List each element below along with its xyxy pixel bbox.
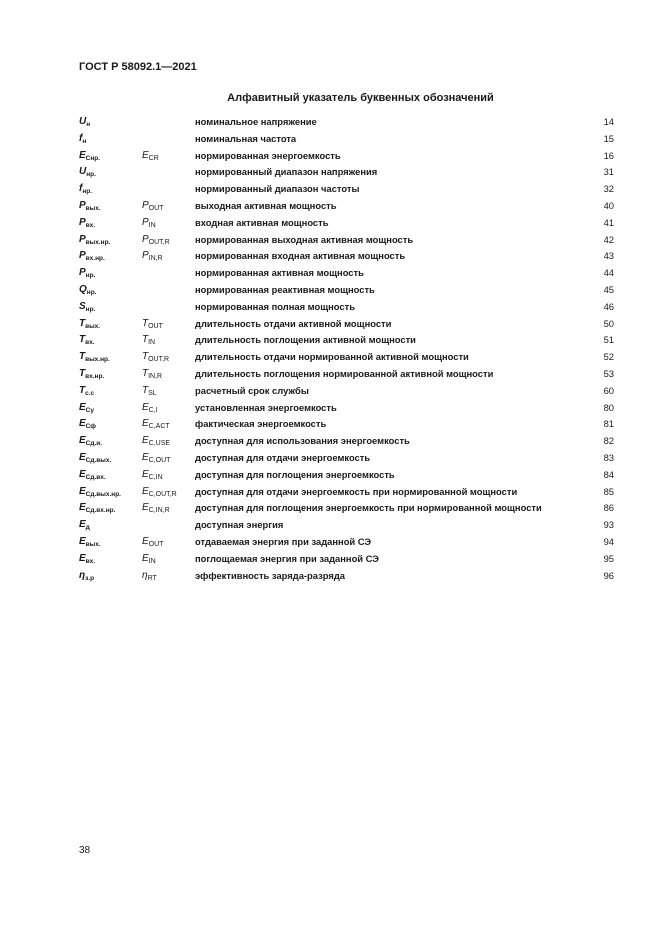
- description: нормированная активная мощность: [195, 267, 364, 279]
- symbol: $U_н$: [79, 116, 91, 128]
- index-entry: [79, 568, 614, 585]
- symbol: $P_{вых.нр.}$: [79, 233, 111, 246]
- symbol-index: [79, 114, 614, 584]
- description: входная активная мощность: [195, 216, 329, 228]
- alt-symbol: $E_{OUT}$: [142, 535, 164, 548]
- index-entry: [79, 282, 614, 299]
- symbol: $T_{вых.нр.}$: [79, 351, 110, 364]
- description: доступная для использования энергоемкость: [195, 435, 410, 447]
- page-ref: 80: [603, 401, 614, 413]
- page-ref: 94: [603, 535, 614, 547]
- description: номинальное напряжение: [195, 116, 317, 127]
- description: расчетный срок службы: [195, 384, 309, 396]
- index-entry: [79, 349, 614, 366]
- description: нормированная выходная активная мощность: [195, 233, 414, 245]
- alt-symbol: $P_{OUT}$: [142, 199, 164, 212]
- description: фактическая энергоемкость: [195, 418, 327, 430]
- index-entry: [79, 416, 614, 433]
- index-title: Алфавитный указатель буквенных обозначений: [227, 92, 494, 104]
- alt-symbol: $P_{OUT,R}$: [142, 233, 170, 246]
- index-entry: [79, 484, 614, 501]
- alt-symbol: $E_{C,IN}$: [142, 468, 163, 481]
- page-ref: 15: [603, 132, 614, 144]
- description: нормированный диапазон напряжения: [195, 166, 378, 178]
- page-ref: 52: [603, 351, 614, 363]
- symbol: $E_{Сд.вх.нр.}$: [79, 502, 116, 515]
- alt-symbol: $E_{IN}$: [142, 552, 156, 565]
- description: отдаваемая энергия при заданной СЭ: [195, 535, 372, 547]
- symbol: $f_{нр.}$: [79, 183, 93, 196]
- alt-symbol: $E_{CR}$: [142, 149, 159, 162]
- symbol: $E_{Сд.вх.}$: [79, 468, 106, 481]
- index-entry: [79, 400, 614, 417]
- description: доступная для отдачи энергоемкость: [195, 451, 371, 463]
- page-ref: 93: [603, 519, 614, 531]
- index-entry: [79, 232, 614, 249]
- alt-symbol: $E_{C,OUT}$: [142, 451, 171, 464]
- symbol: $E_{вх.}$: [79, 552, 96, 565]
- page-ref: 16: [603, 149, 614, 161]
- page-ref: 46: [603, 300, 614, 312]
- index-entry: [79, 450, 614, 467]
- index-entry: [79, 366, 614, 383]
- alt-symbol: $T_{OUT,R}$: [142, 351, 170, 364]
- alt-symbol: $E_{C,I}$: [142, 401, 158, 414]
- symbol: $E_{Су}$: [79, 401, 94, 414]
- description: нормированный диапазон частоты: [195, 183, 360, 195]
- symbol: $Q_{нр.}$: [79, 283, 97, 296]
- index-entry: [79, 131, 614, 148]
- page-ref: 81: [603, 418, 614, 430]
- symbol: $P_{вх.}$: [79, 216, 96, 229]
- index-entry: [79, 551, 614, 568]
- description: нормированная входная активная мощность: [195, 250, 406, 262]
- index-entry: [79, 534, 614, 551]
- alt-symbol: $T_{SL}$: [142, 384, 157, 397]
- description: длительность отдачи активной мощности: [195, 317, 392, 329]
- description: номинальная частота: [195, 132, 297, 144]
- page-ref: 14: [603, 116, 614, 127]
- page-ref: 50: [603, 317, 614, 329]
- index-entry: [79, 181, 614, 198]
- symbol: $T_{вх.нр.}$: [79, 367, 105, 380]
- page-ref: 45: [603, 283, 614, 295]
- description: выходная активная мощность: [195, 199, 337, 211]
- symbol: $E_{Снр.}$: [79, 149, 101, 162]
- symbol: $E_{вых.}$: [79, 535, 101, 548]
- symbol: $P_{вх.нр.}$: [79, 250, 105, 263]
- index-entry: [79, 316, 614, 333]
- symbol: $f_н$: [79, 132, 87, 145]
- page-ref: 86: [603, 502, 614, 514]
- alt-symbol: $E_{C,IN,R}$: [142, 502, 170, 515]
- page-ref: 84: [603, 468, 614, 480]
- page-ref: 44: [603, 267, 614, 279]
- alt-symbol: $T_{IN}$: [142, 334, 156, 347]
- symbol: $E_{Сф}$: [79, 418, 96, 431]
- alt-symbol: $T_{IN,R}$: [142, 367, 163, 380]
- symbol: $S_{нр.}$: [79, 300, 96, 313]
- index-entry: [79, 164, 614, 181]
- symbol: $E_д$: [79, 519, 90, 532]
- page-ref: 42: [603, 233, 614, 245]
- symbol: $\eta_{з.р}$: [79, 569, 95, 582]
- page-ref: 43: [603, 250, 614, 262]
- index-entry: [79, 248, 614, 265]
- index-entry: [79, 215, 614, 232]
- description: нормированная полная мощность: [195, 300, 355, 312]
- alt-symbol: $P_{IN}$: [142, 216, 156, 229]
- description: установленная энергоемкость: [195, 401, 337, 413]
- description: доступная энергия: [195, 519, 284, 531]
- page-ref: 96: [603, 569, 614, 581]
- symbol: $E_{Сд.вых.нр.}$: [79, 485, 121, 498]
- alt-symbol: $E_{C,ACT}$: [142, 418, 170, 431]
- symbol: $T_{вых.}$: [79, 317, 101, 330]
- alt-symbol: $E_{C,USE}$: [142, 435, 171, 448]
- page-ref: 95: [603, 552, 614, 564]
- alt-symbol: $\eta_{RT}$: [142, 569, 157, 582]
- alt-symbol: $P_{IN,R}$: [142, 250, 163, 263]
- index-entry: [79, 332, 614, 349]
- symbol: $T_{вх.}$: [79, 334, 95, 347]
- page-ref: 60: [603, 384, 614, 396]
- index-entry: [79, 500, 614, 517]
- page-ref: 53: [603, 367, 614, 379]
- symbol: $T_{с.с}$: [79, 384, 95, 397]
- page-ref: 83: [603, 451, 614, 463]
- description: доступная для поглощения энергоемкость при нормированной мощности: [195, 502, 542, 514]
- index-entry: [79, 517, 614, 534]
- index-entry: [79, 383, 614, 400]
- symbol: $E_{Сд.вых.}$: [79, 451, 112, 464]
- index-entry: [79, 148, 614, 165]
- description: длительность поглощения активной мощности: [195, 334, 416, 346]
- alt-symbol: $E_{C,OUT,R}$: [142, 485, 177, 498]
- description: длительность отдачи нормированной активной мощности: [195, 351, 469, 363]
- page-ref: 32: [603, 183, 614, 195]
- description: доступная для отдачи энергоемкость при нормированной мощности: [195, 485, 518, 497]
- page-ref: 51: [603, 334, 614, 346]
- page-ref: 40: [603, 199, 614, 211]
- index-entry: [79, 433, 614, 450]
- description: нормированная реактивная мощность: [195, 283, 375, 295]
- page-ref: 82: [603, 435, 614, 447]
- symbol: $E_{Сд.и.}$: [79, 435, 103, 448]
- document-header: ГОСТ Р 58092.1—2021: [79, 61, 197, 73]
- index-entry: [79, 114, 614, 131]
- index-entry: [79, 198, 614, 215]
- index-entry: [79, 467, 614, 484]
- description: эффективность заряда-разряда: [195, 569, 345, 581]
- symbol: $P_{вых.}$: [79, 199, 101, 212]
- symbol: $P_{нр.}$: [79, 267, 96, 280]
- alt-symbol: $T_{OUT}$: [142, 317, 163, 330]
- page-ref: 31: [603, 166, 614, 178]
- page-ref: 85: [603, 485, 614, 497]
- description: длительность поглощения нормированной активной мощности: [195, 367, 494, 379]
- description: поглощаемая энергия при заданной СЭ: [195, 552, 379, 564]
- page-ref: 41: [603, 216, 614, 228]
- index-entry: [79, 265, 614, 282]
- index-entry: [79, 299, 614, 316]
- page-number: 38: [79, 845, 91, 856]
- description: доступная для поглощения энергоемкость: [195, 468, 395, 480]
- description: нормированная энергоемкость: [195, 149, 341, 161]
- symbol: $U_{нр.}$: [79, 166, 96, 179]
